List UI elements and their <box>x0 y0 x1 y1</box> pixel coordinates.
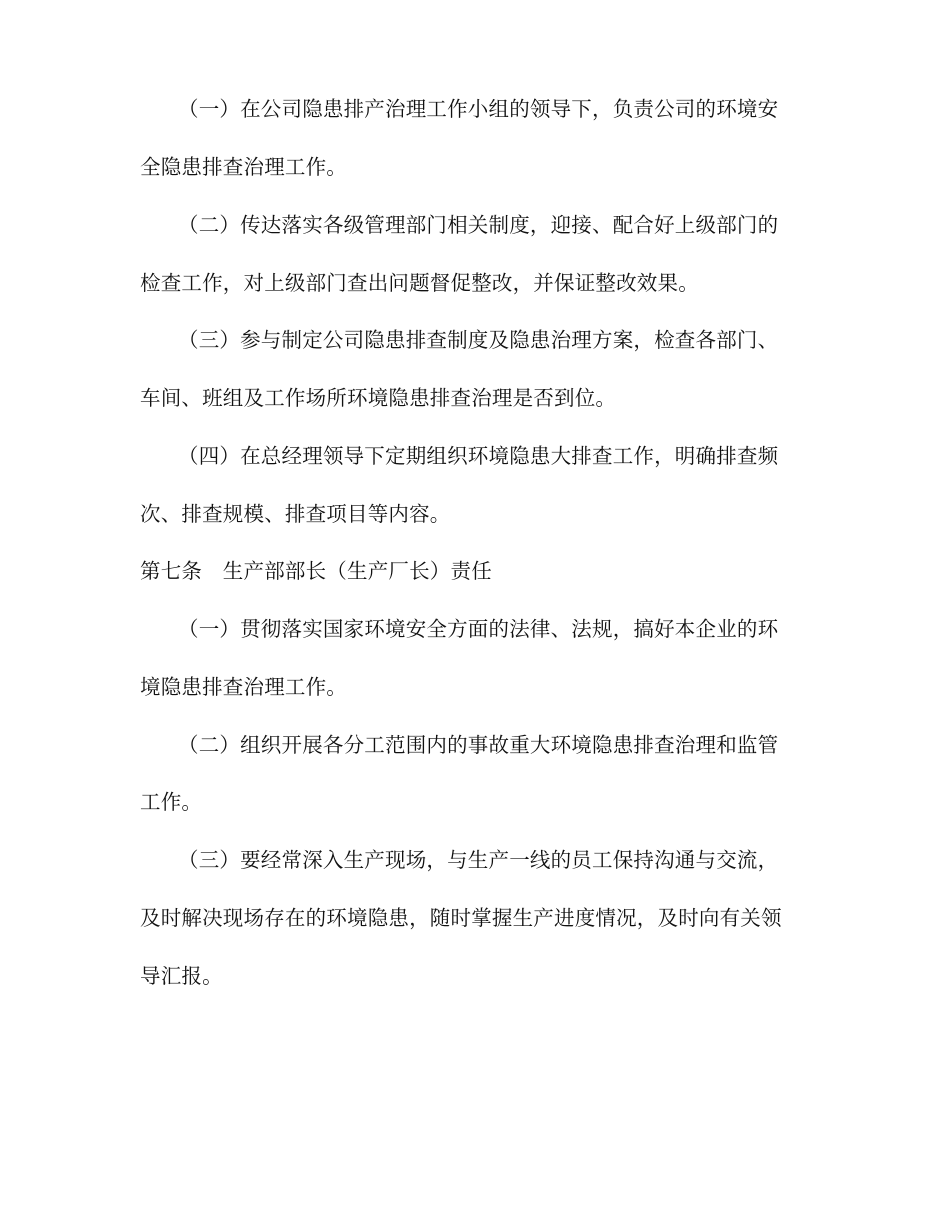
paragraph-line: （二）组织开展各分工范围内的事故重大环境隐患排查治理和监管 <box>178 733 779 757</box>
paragraph-line: （一）在公司隐患排产治理工作小组的领导下，负责公司的环境安 <box>178 97 779 121</box>
paragraph-line: 车间、班组及工作场所环境隐患排查治理是否到位。 <box>140 386 617 410</box>
paragraph-line: （二）传达落实各级管理部门相关制度，迎接、配合好上级部门的 <box>178 213 779 237</box>
paragraph-line: （三）参与制定公司隐患排查制度及隐患治理方案，检查各部门、 <box>178 328 779 352</box>
paragraph-line: 导汇报。 <box>140 964 223 988</box>
article-heading: 第七条 生产部部长（生产厂长）责任 <box>140 559 492 583</box>
paragraph-line: 检查工作，对上级部门查出问题督促整改，并保证整改效果。 <box>140 271 699 295</box>
paragraph-line: 工作。 <box>140 790 203 814</box>
paragraph-line: 及时解决现场存在的环境隐患，随时掌握生产进度情况，及时向有关领 <box>140 906 782 930</box>
paragraph-line: 次、排查规模、排查项目等内容。 <box>140 502 451 526</box>
paragraph-line: （一）贯彻落实国家环境安全方面的法律、法规，搞好本企业的环 <box>178 617 779 641</box>
paragraph-line: 全隐患排查治理工作。 <box>140 155 347 179</box>
paragraph-line: （四）在总经理领导下定期组织环境隐患大排查工作，明确排查频 <box>178 444 779 468</box>
paragraph-line: 境隐患排查治理工作。 <box>140 675 347 699</box>
paragraph-line: （三）要经常深入生产现场，与生产一线的员工保持沟通与交流， <box>178 848 779 872</box>
